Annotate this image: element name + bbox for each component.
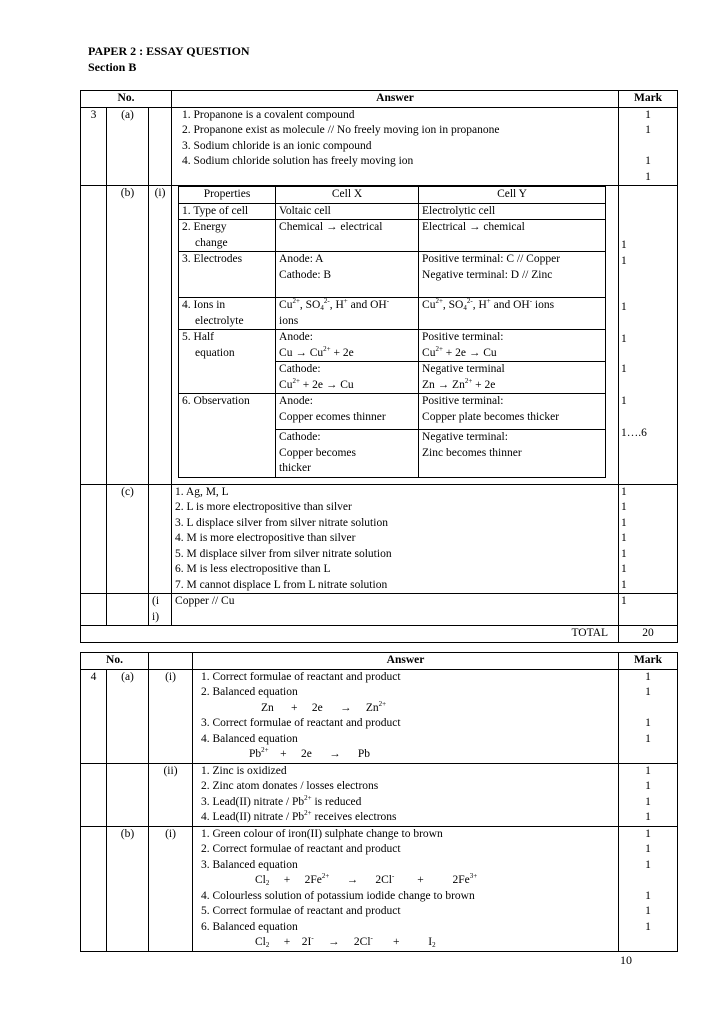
table-row: [179, 330, 606, 362]
list-item: 3. Correct formulae of reactant and product: [201, 717, 401, 729]
q3-b-row: [81, 186, 678, 485]
mark: 1: [621, 333, 627, 345]
q3-no-header: No.: [81, 91, 172, 108]
cell-x-value: Anode: A Cathode: B: [276, 252, 419, 298]
q3-cii-answer: Copper // Cu: [172, 594, 619, 626]
property-cell: 1. Type of cell: [179, 203, 276, 220]
paper-title: PAPER 2 : ESSAY QUESTION: [88, 44, 250, 58]
list-item: 7. M cannot displace L from L nitrate solution: [175, 578, 388, 591]
cell-y-value: Negative terminal $Zn \to Zn^{2+} + 2e$: [419, 362, 606, 394]
q4-aii-label: (ii): [149, 763, 193, 826]
q4-number: 4: [81, 669, 107, 763]
page-number: 10: [620, 953, 632, 967]
mark: 1: [621, 363, 627, 375]
header-cell-x: Cell X: [276, 187, 419, 204]
mark: [622, 139, 674, 155]
cell-y-value: Electrical → chemical: [419, 220, 606, 252]
q3-total-row: [81, 626, 678, 643]
table-row: [179, 394, 606, 430]
q4-header-row: [81, 653, 678, 670]
list-item: 3. Lead(II) nitrate / $Pb^{2+}$ is reduced: [201, 793, 362, 808]
list-item: 4. Lead(II) nitrate / $Pb^{2+}$ receives electrons: [201, 809, 397, 823]
cell-y-value: Positive terminal: $Cu^{2+} + 2e \to Cu$: [419, 330, 606, 362]
question-4-table: [80, 652, 678, 952]
list-item: 6. M is less electropositive than L: [175, 563, 331, 575]
q4-ai-answers: [193, 669, 619, 763]
list-item: 3. Sodium chloride is an ionic compound: [182, 139, 372, 152]
table-row: [179, 252, 606, 298]
q3-c-label: (c): [107, 484, 149, 594]
cell-y-value: $Cu^{2+}$, $SO_4^{2-}$, H+ and OH- ions: [419, 298, 606, 330]
q4-bi-marks: 1 1 1 1 1 1: [619, 826, 678, 951]
q3-answer-header: Answer: [172, 91, 619, 108]
header-cell-y: Cell Y: [419, 187, 606, 204]
list-item: 4. M is more electropositive than silver: [175, 532, 356, 544]
q3-cii-row: [81, 594, 678, 626]
cell-comparison-table: [178, 186, 606, 478]
header-properties: Properties: [179, 187, 276, 204]
cell-x-value: $Cu^{2+}$, $SO_4^{2-}$, H+ and OH- ions: [276, 298, 419, 330]
list-item: 6. Balanced equation: [201, 920, 298, 933]
q3-mark-header: Mark: [619, 91, 678, 108]
property-cell: 5. Half equation: [179, 330, 276, 394]
q3-a-row: [81, 107, 678, 186]
q4-a-label: (a): [107, 669, 149, 763]
q3-cii-mark: 1: [619, 594, 678, 626]
q4-bi-label: (i): [149, 826, 193, 951]
property-cell: 3. Electrodes: [179, 252, 276, 298]
q4-ai-row: [81, 669, 678, 763]
list-item: 2. Correct formulae of reactant and product: [201, 843, 401, 855]
q3-c-marks: 1 1 1 1 1 1 1: [619, 484, 678, 594]
table-row: [179, 187, 606, 204]
list-item: 2. Zinc atom donates / losses electrons: [201, 780, 379, 792]
q3-a-label: (a): [107, 107, 149, 186]
list-item: 1. Green colour of iron(II) sulphate change to brown: [201, 827, 443, 840]
q4-ai-marks: 1 1 1 1: [619, 669, 678, 763]
q4-bi-row: [81, 826, 678, 951]
q3-cii-label: (i i): [149, 594, 172, 626]
equation: Zn + 2e → $Zn^{2+}$: [261, 699, 387, 714]
table-row: [179, 203, 606, 220]
question-3-table: [80, 90, 678, 643]
mark: 1: [621, 301, 627, 313]
list-item: 3. Balanced equation: [201, 858, 298, 871]
list-item: 3. L displace silver from silver nitrate solution: [175, 516, 388, 529]
q4-answer-header: Answer: [193, 653, 619, 670]
q3-b-marks: [619, 186, 678, 485]
q4-b-label: (b): [107, 826, 149, 951]
cell-x-value: Cathode: $Cu^{2+} + 2e \to Cu$: [276, 362, 419, 394]
list-item: 1. Correct formulae of reactant and product: [201, 670, 401, 683]
property-cell: 6. Observation: [179, 394, 276, 478]
q4-mark-header: Mark: [619, 653, 678, 670]
q3-b-label: (b): [107, 186, 149, 485]
q3-header-row: [81, 91, 678, 108]
equation: $Pb^{2+}$ + 2e → Pb: [249, 746, 370, 760]
property-cell: 4. Ions in electrolyte: [179, 298, 276, 330]
cell-y-value: Negative terminal: Zinc becomes thinner: [419, 430, 606, 478]
total-label: TOTAL: [81, 626, 619, 643]
q4-aii-answers: [193, 763, 619, 826]
q3-a-answers: [172, 107, 619, 186]
cell-y-value: Positive terminal: C // Copper Negative terminal: D // Zinc: [419, 252, 606, 298]
list-item: 5. M displace silver from silver nitrate solution: [175, 547, 392, 560]
mark: 1: [645, 155, 651, 167]
cell-y-value: Electrolytic cell: [419, 203, 606, 220]
mark: 1: [645, 170, 651, 183]
q4-ai-label: (i): [149, 669, 193, 763]
q4-no-header: No.: [81, 653, 149, 670]
list-item: 4. Sodium chloride solution has freely moving ion: [182, 155, 414, 167]
total-value: 20: [619, 626, 678, 643]
mark: 1: [645, 108, 651, 121]
cell-x-value: Cathode: Copper becomes thicker: [276, 430, 419, 478]
mark: 1: [621, 239, 627, 251]
list-item: 2. Propanone exist as molecule // No freely moving ion in propanone: [182, 124, 500, 136]
list-item: 1. Ag, M, L: [175, 485, 229, 498]
cell-x-value: Chemical → electrical: [276, 220, 419, 252]
equation: $Cl_2$ + 2I- → 2Cl- + $I_2$: [255, 934, 436, 949]
cell-x-value: Voltaic cell: [276, 203, 419, 220]
list-item: 1. Propanone is a covalent compound: [182, 108, 355, 121]
cell-y-value: Positive terminal: Copper plate becomes thicker: [419, 394, 606, 430]
list-item: 2. L is more electropositive than silver: [175, 501, 352, 513]
cell-x-value: Anode: Copper ecomes thinner: [276, 394, 419, 430]
q3-b-answer: [172, 186, 619, 485]
q4-aii-marks: 1 1 1 1: [619, 763, 678, 826]
list-item: 4. Balanced equation: [201, 732, 298, 745]
mark: 1: [621, 395, 627, 407]
property-cell: 2. Energy change: [179, 220, 276, 252]
table-row: [179, 298, 606, 330]
section-title: Section B: [88, 60, 137, 74]
mark: 1: [621, 255, 627, 267]
q3-b-sub-label: (i): [149, 186, 172, 485]
q3-number: 3: [81, 107, 107, 186]
list-item: 5. Correct formulae of reactant and product: [201, 905, 401, 917]
q4-bi-answers: [193, 826, 619, 951]
q4-aii-row: [81, 763, 678, 826]
cell-x-value: Anode: $Cu \to Cu^{2+} + 2e$: [276, 330, 419, 362]
q3-c-answers: [172, 484, 619, 594]
q3-a-marks: [619, 107, 678, 186]
equation: $Cl_2$ + $2Fe^{2+}$ → 2Cl- + $2Fe^{3+}$: [255, 872, 478, 887]
list-item: 2. Balanced equation: [201, 686, 298, 698]
table-row: [179, 220, 606, 252]
q3-c-row: [81, 484, 678, 594]
mark: 1: [645, 124, 651, 136]
list-item: 4. Colourless solution of potassium iodide change to brown: [201, 889, 475, 902]
mark: 1….6: [621, 427, 647, 439]
list-item: 1. Zinc is oxidized: [201, 764, 287, 777]
